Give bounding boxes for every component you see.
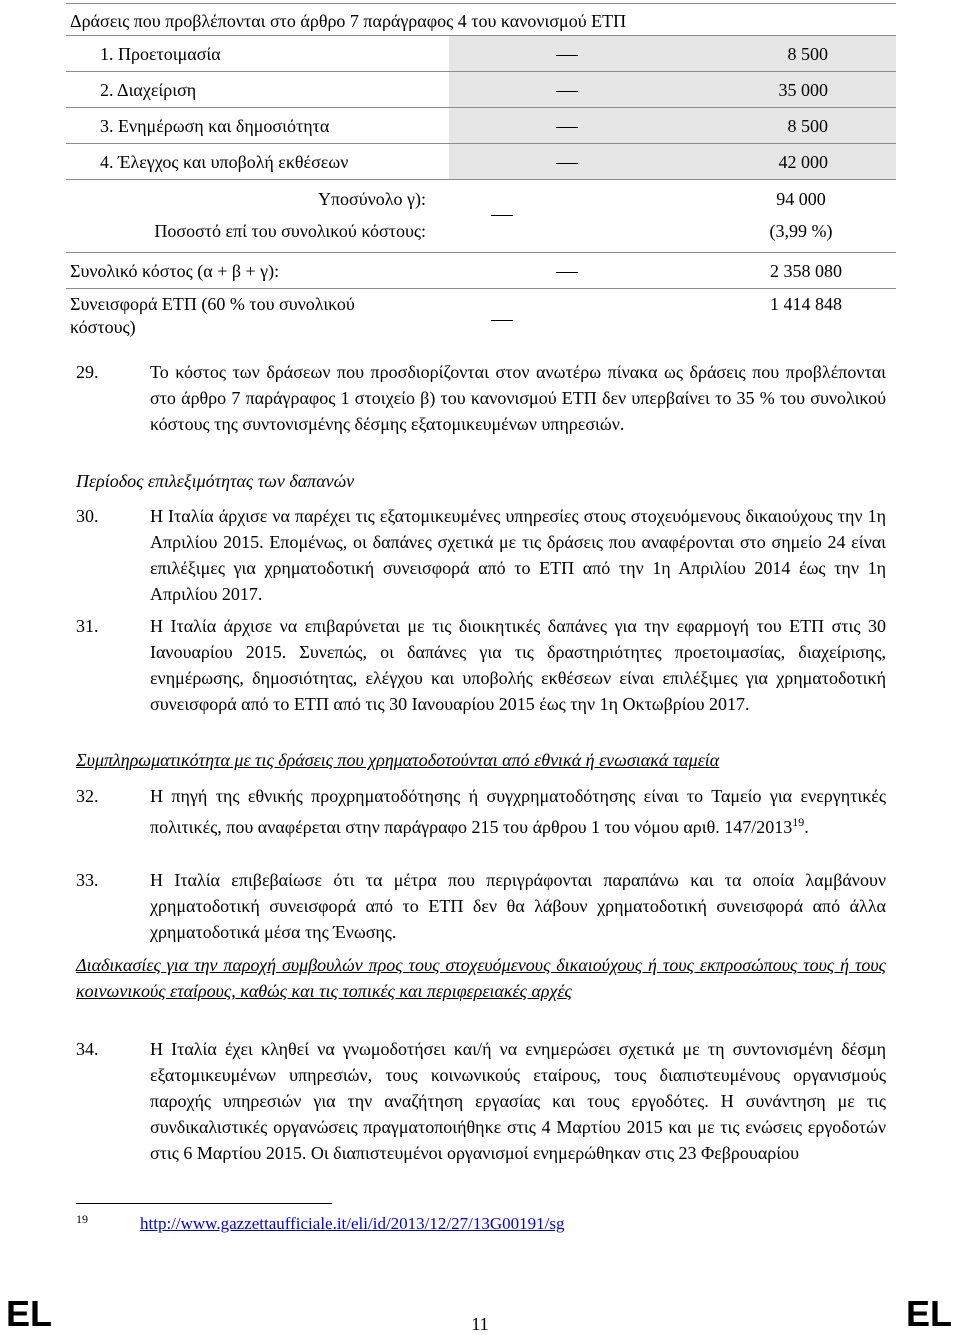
- language-code-left: EL: [6, 1293, 53, 1334]
- paragraph-text: [150, 783, 886, 840]
- row-label: 3. Ενημέρωση και δημοσιότητα: [100, 116, 330, 136]
- cost-table: [66, 3, 896, 341]
- contribution-amount: 1 414 848: [770, 294, 842, 314]
- heading-complementarity: Συμπληρωματικότητα με τις δράσεις που χρηματοδοτούνται από εθνικά ή ενωσιακά ταμεία: [76, 750, 720, 770]
- subtotal-row: [66, 180, 896, 253]
- paragraph-text: Η Ιταλία έχει κληθεί να γνωμοδοτήσει και/ή να ενημερώσει σχετικά με τη συντονισμένη δέσμη εξατομικευμένων υπηρεσιών, τους κοινωνικούς εταίρους, τους διαπιστευμένους οργανισμούς παροχής υπηρεσιών για την αναζήτηση εργασίας και τους εργοδότες. Η συνάντηση με τις συνδικαλιστικές οργανώσεις πραγματοποιήθηκε στις 4 Μαρτίου 2015 και με τις ενώσεις εργοδοτών στις 6 Μαρτίου 2015. Οι διαπιστευμένοι οργανισμοί ενημερώθηκαν στις 23 Φεβρουαρίου: [150, 1039, 886, 1163]
- paragraph-29: [76, 359, 886, 437]
- subtotal-dash: [491, 215, 513, 216]
- heading-consultation: Διαδικασίες για την παροχή συμβουλών προς τους στοχευόμενους δικαιούχους ή τους εκπροσώπους τους ή τους κοινωνικούς εταίρους, καθώς και τις τοπικές και περιφερειακές αρχές: [76, 955, 886, 1001]
- paragraph-number: 32.: [76, 786, 99, 806]
- subtotal-percent: (3,99 %): [769, 221, 833, 241]
- row-dash: [556, 163, 578, 164]
- contribution-dash: [491, 320, 513, 321]
- language-code-right: EL: [905, 1293, 952, 1334]
- paragraph-number: 30.: [76, 506, 99, 526]
- row-amount: 35 000: [778, 80, 828, 100]
- table-row: [66, 108, 896, 144]
- paragraph-text: Η Ιταλία άρχισε να παρέχει τις εξατομικευμένες υπηρεσίες στους στοχευόμενους δικαιούχους την 1η Απριλίου 2015. Επομένως, οι δαπάνες σχετικά με τις δράσεις που αναφέρονται στο σημείο 24 είναι επιλέξιμες για χρηματοδοτική συνεισφορά από το ΕΤΠ από την 1η Απριλίου 2014 έως την 1η Απριλίου 2017.: [150, 506, 886, 604]
- table-cell-shade: [449, 144, 896, 179]
- table-row: [66, 36, 896, 72]
- page-number: 11: [471, 1314, 489, 1334]
- paragraph-number: 29.: [76, 362, 99, 382]
- paragraph-text: Η Ιταλία άρχισε να επιβαρύνεται με τις διοικητικές δαπάνες για την εφαρμογή του ΕΤΠ στις 30 Ιανουαρίου 2015. Συνεπώς, οι δαπάνες για τις δραστηριότητες προετοιμασίας, διαχείρισης, ενημέρωσης, δημοσιότητας, ελέγχου και υποβολής εκθέσεων είναι επιλέξιμες για χρηματοδοτική συνεισφορά από το ΕΤΠ από τις 30 Ιανουαρίου 2015 έως την 1η Οκτωβρίου 2017.: [150, 616, 886, 714]
- paragraph-30: [76, 503, 886, 607]
- paragraph-31: [76, 613, 886, 717]
- paragraph-34: [76, 1036, 886, 1166]
- paragraph-32: [76, 783, 886, 840]
- subtotal-amount: 94 000: [776, 189, 826, 209]
- footnote-number: 19: [76, 1212, 88, 1226]
- row-amount: 8 500: [787, 44, 828, 64]
- contribution-label: Συνεισφορά ΕΤΠ (60 % του συνολικού: [70, 294, 355, 314]
- row-dash: [556, 55, 578, 56]
- row-label: 4. Έλεγχος και υποβολή εκθέσεων: [100, 152, 349, 172]
- contribution-label-cont: κόστους): [70, 317, 136, 337]
- paragraph-33: [76, 867, 886, 945]
- total-row: [66, 253, 896, 289]
- row-label: 2. Διαχείριση: [100, 80, 197, 100]
- subtotal-percent-label: Ποσοστό επί του συνολικού κόστους:: [154, 221, 426, 241]
- paragraph-text: Η Ιταλία επιβεβαίωσε ότι τα μέτρα που περιγράφονται παραπάνω και τα οποία λαμβάνουν χρηματοδοτική συνεισφορά από το ΕΤΠ δεν θα λάβουν χρηματοδοτική συνεισφορά από άλλα χρηματοδοτικά μέσα της Ένωσης.: [150, 870, 886, 942]
- paragraph-body: Η πηγή της εθνικής προχρηματοδότησης ή συγχρηματοδότησης είναι το Ταμείο για ενεργητικές πολιτικές, που αναφέρεται στην παράγραφο 215 του άρθρου 1 του νόμου αριθ. 147/2013: [150, 786, 886, 837]
- footnote-ref[interactable]: 19: [792, 815, 805, 829]
- row-dash: [556, 127, 578, 128]
- row-amount: 8 500: [787, 116, 828, 136]
- table-header-row: [66, 3, 896, 36]
- paragraph-text: Το κόστος των δράσεων που προσδιορίζονται στον ανωτέρω πίνακα ως δράσεις που προβλέπονται στο άρθρο 7 παράγραφος 1 στοιχείο β) του κανονισμού ΕΤΠ δεν υπερβαίνει το 35 % του συνολικού κόστους της συντονισμένης δέσμης εξατομικευμένων υπηρεσιών.: [150, 362, 886, 434]
- table-cell-shade: [449, 72, 896, 107]
- row-dash: [556, 91, 578, 92]
- contribution-row: [66, 289, 896, 341]
- table-cell-shade: [449, 108, 896, 143]
- total-label: Συνολικό κόστος (α + β + γ):: [70, 261, 280, 281]
- paragraph-tail: .: [804, 817, 809, 837]
- paragraph-number: 33.: [76, 870, 99, 890]
- table-cell-shade: [449, 36, 896, 71]
- table-row: [66, 72, 896, 108]
- heading-eligibility-period: Περίοδος επιλεξιμότητας των δαπανών: [76, 471, 355, 491]
- row-amount: 42 000: [778, 152, 828, 172]
- table-header: Δράσεις που προβλέπονται στο άρθρο 7 παράγραφος 4 του κανονισμού ΕΤΠ: [70, 11, 627, 31]
- paragraph-number: 31.: [76, 616, 99, 636]
- subtotal-label: Υποσύνολο γ):: [317, 189, 426, 209]
- total-amount: 2 358 080: [770, 261, 842, 281]
- footnote-link[interactable]: http://www.gazzettaufficiale.it/eli/id/2013/12/27/13G00191/sg: [140, 1214, 565, 1233]
- table-row: [66, 144, 896, 180]
- footnote-separator: [76, 1203, 332, 1204]
- row-label: 1. Προετοιμασία: [100, 44, 221, 64]
- paragraph-number: 34.: [76, 1039, 99, 1059]
- total-dash: [556, 272, 578, 273]
